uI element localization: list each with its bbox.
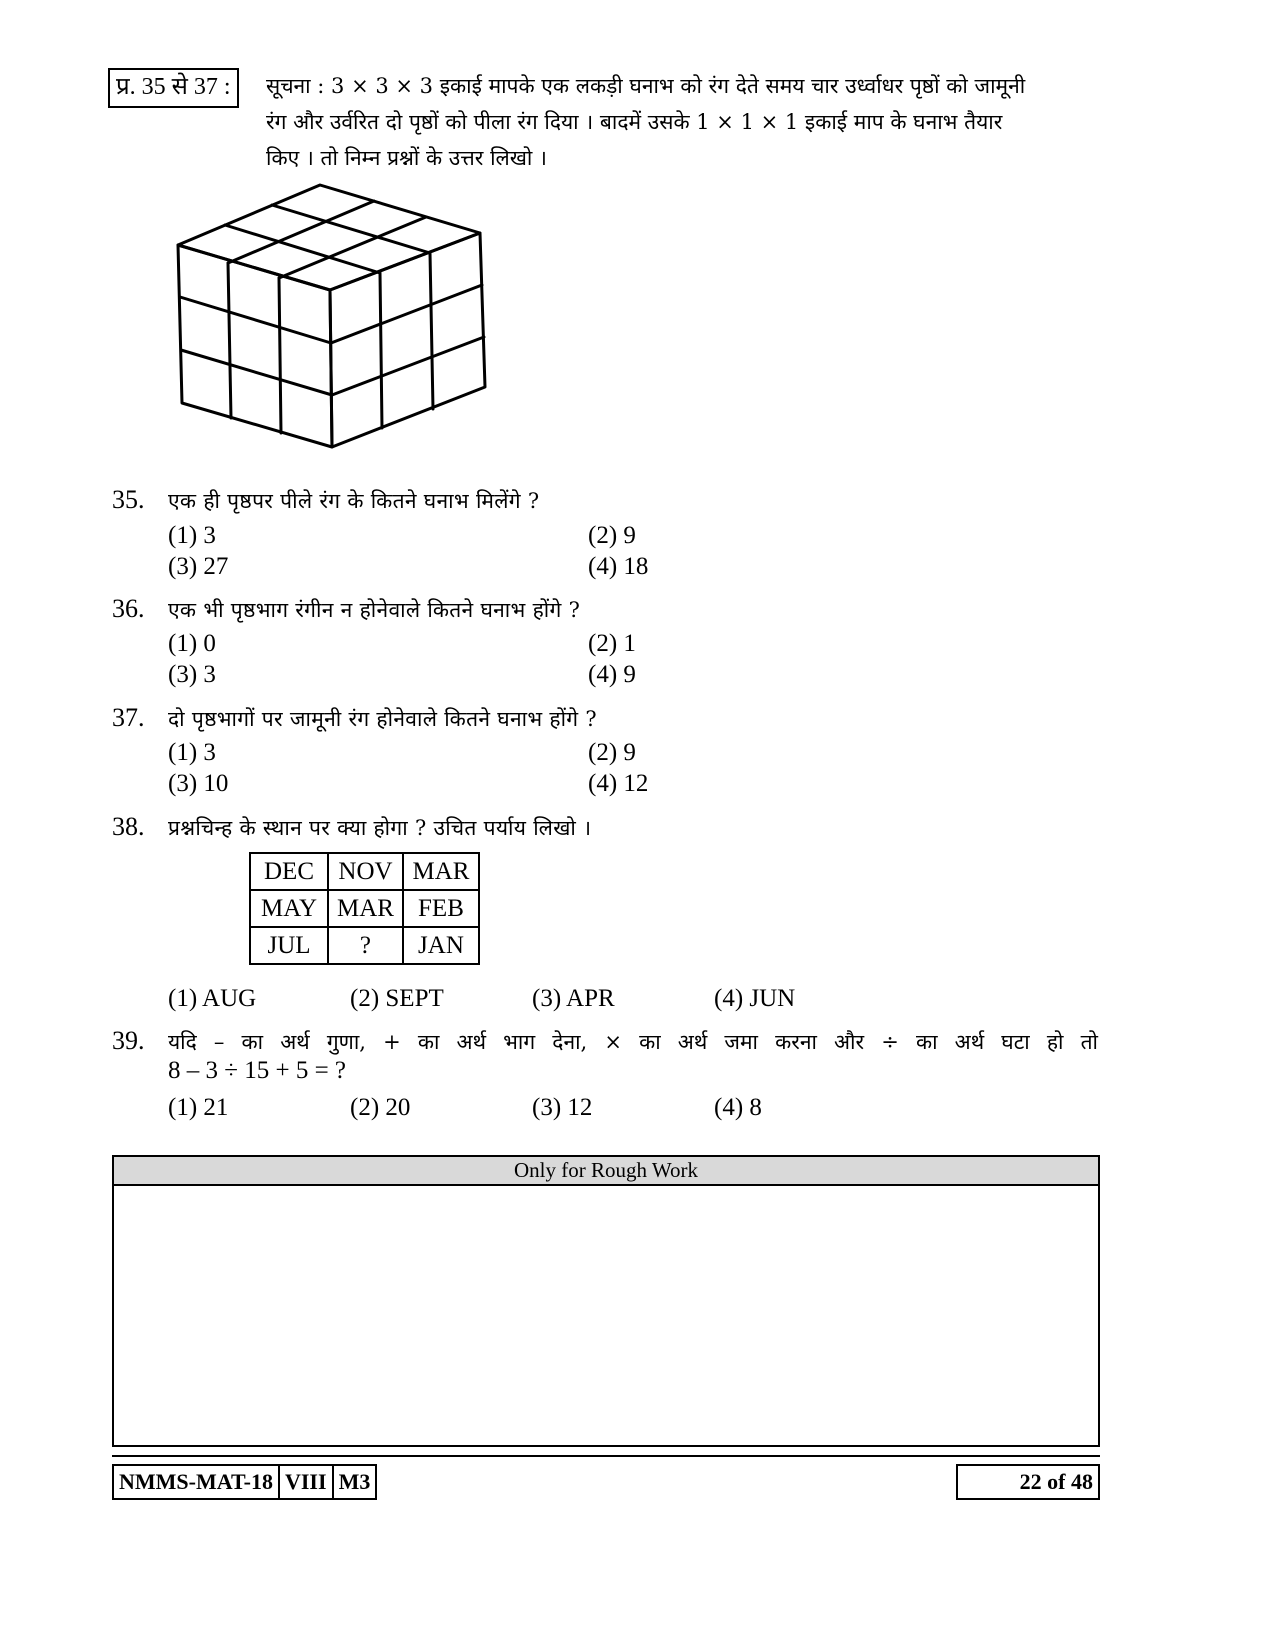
footer-page-number: 22 of 48 <box>956 1464 1100 1500</box>
option-39-1[interactable]: (1) 21 <box>168 1094 229 1121</box>
table-cell: ? <box>328 927 403 964</box>
question-number-37: 37. <box>112 703 145 732</box>
table-row <box>250 853 479 890</box>
option-35-4[interactable]: (4) 18 <box>588 553 649 580</box>
footer-set: M3 <box>334 1464 378 1500</box>
option-38-2[interactable]: (2) SEPT <box>350 985 444 1012</box>
question-39-expression: 8 – 3 ÷ 15 + 5 = ? <box>168 1057 347 1084</box>
option-38-4[interactable]: (4) JUN <box>714 985 796 1012</box>
option-35-1[interactable]: (1) 3 <box>168 522 216 549</box>
question-37-text: दो पृष्ठभागों पर जामूनी रंग होनेवाले कितने घनाभ होंगे ? <box>168 707 597 731</box>
table-cell: MAY <box>250 890 328 927</box>
option-38-3[interactable]: (3) APR <box>532 985 615 1012</box>
table-cell: JAN <box>403 927 479 964</box>
cube-3x3x3-figure <box>160 175 505 455</box>
option-35-2[interactable]: (2) 9 <box>588 522 636 549</box>
footer-codes <box>112 1464 377 1500</box>
intro-line-2: रंग और उर्वरित दो पृष्ठों को पीला रंग दिया । बादमें उसके 1 × 1 × 1 इकाई माप के घनाभ तैयार <box>266 110 1003 134</box>
table-cell: NOV <box>328 853 403 890</box>
intro-line-1: सूचना : 3 × 3 × 3 इकाई मापके एक लकड़ी घनाभ को रंग देते समय चार उर्ध्वाधर पृष्ठों को जामूनी <box>266 74 1026 98</box>
question-38-text: प्रश्नचिन्ह के स्थान पर क्या होगा ? उचित पर्याय लिखो । <box>168 816 592 840</box>
table-cell: FEB <box>403 890 479 927</box>
question-number-39: 39. <box>112 1026 145 1055</box>
table-cell: JUL <box>250 927 328 964</box>
option-39-3[interactable]: (3) 12 <box>532 1094 593 1121</box>
table-row <box>250 927 479 964</box>
option-39-4[interactable]: (4) 8 <box>714 1094 762 1121</box>
month-puzzle-table <box>249 852 480 965</box>
table-cell: MAR <box>403 853 479 890</box>
table-row <box>250 890 479 927</box>
option-37-1[interactable]: (1) 3 <box>168 739 216 766</box>
question-range-label: प्र. 35 से 37 : <box>108 68 239 108</box>
question-number-35: 35. <box>112 485 145 514</box>
question-39-text: यदि – का अर्थ गुणा, + का अर्थ भाग देना, × का अर्थ जमा करना और ÷ का अर्थ घटा हो तो <box>168 1030 1098 1054</box>
question-number-36: 36. <box>112 594 145 623</box>
option-39-2[interactable]: (2) 20 <box>350 1094 411 1121</box>
question-36-text: एक भी पृष्ठभाग रंगीन न होनेवाले कितने घनाभ होंगे ? <box>168 598 581 622</box>
table-cell: DEC <box>250 853 328 890</box>
option-36-1[interactable]: (1) 0 <box>168 630 216 657</box>
rough-work-title: Only for Rough Work <box>114 1157 1098 1186</box>
footer-divider <box>112 1455 1100 1457</box>
footer-class: VIII <box>280 1464 334 1500</box>
option-35-3[interactable]: (3) 27 <box>168 553 229 580</box>
option-37-4[interactable]: (4) 12 <box>588 770 649 797</box>
rough-work-area[interactable] <box>112 1155 1100 1447</box>
table-cell: MAR <box>328 890 403 927</box>
option-37-2[interactable]: (2) 9 <box>588 739 636 766</box>
question-35-text: एक ही पृष्ठपर पीले रंग के कितने घनाभ मिलेंगे ? <box>168 489 540 513</box>
option-36-3[interactable]: (3) 3 <box>168 661 216 688</box>
footer-paper-code: NMMS-MAT-18 <box>112 1464 280 1500</box>
option-36-2[interactable]: (2) 1 <box>588 630 636 657</box>
option-36-4[interactable]: (4) 9 <box>588 661 636 688</box>
question-number-38: 38. <box>112 812 145 841</box>
intro-line-3: किए । तो निम्न प्रश्नों के उत्तर लिखो । <box>266 146 547 170</box>
option-37-3[interactable]: (3) 10 <box>168 770 229 797</box>
option-38-1[interactable]: (1) AUG <box>168 985 257 1012</box>
